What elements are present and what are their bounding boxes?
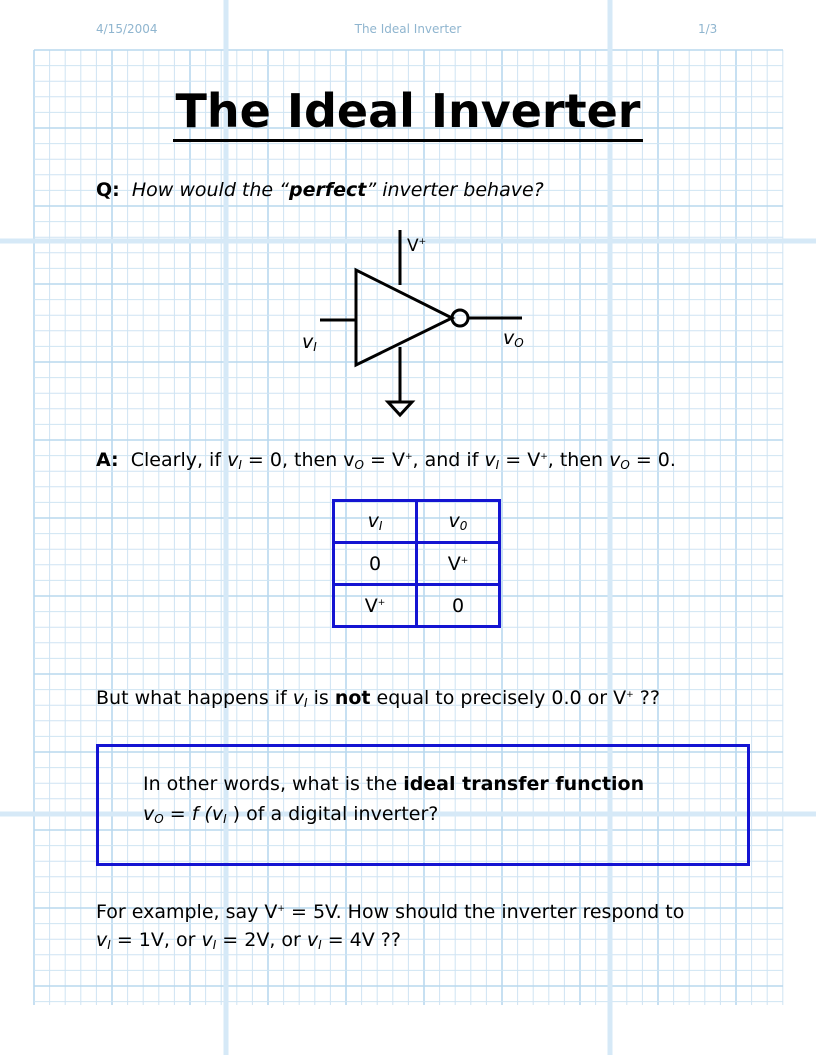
ground-symbol <box>388 402 412 415</box>
truth-table-header-vi: $v_I$ <box>334 501 417 543</box>
but-line: But what happens if $v_I$ is not equal to precisely 0.0 or V+ ?? <box>96 687 660 710</box>
box-line-2: $v_O = f$ ($v_I$ ) of a digital inverter? <box>143 803 439 826</box>
truth-table-cell: 0 <box>334 543 417 585</box>
header-date: 4/15/2004 <box>96 22 158 36</box>
question-label: Q: <box>96 179 120 201</box>
output-label: $v_O$ <box>503 327 524 350</box>
example-line-1: For example, say V+ = 5V. How should the inverter respond to <box>96 901 685 923</box>
truth-table-cell: V+ <box>417 543 500 585</box>
question-text-post: ” inverter behave? <box>366 179 544 201</box>
header-page-number: 1/3 <box>698 22 718 36</box>
question-line <box>96 178 544 202</box>
box-line-1: In other words, what is the ideal transfer function <box>143 773 645 795</box>
input-label: $v_I$ <box>302 331 317 354</box>
truth-table-cell: 0 <box>417 585 500 627</box>
supply-label: V+ <box>407 236 427 256</box>
inverter-triangle <box>356 270 452 365</box>
truth-table-header-vo: $v_0$ <box>417 501 500 543</box>
answer-label: A: <box>96 449 119 471</box>
header-title: The Ideal Inverter <box>354 22 462 36</box>
example-line-2: $v_I = 1V$, or $v_I = 2V$, or $v_I = 4V$ ?? <box>96 929 401 952</box>
question-emphasis: perfect <box>288 179 367 201</box>
page-title-wrap <box>0 84 816 142</box>
truth-table-header-row <box>334 501 500 543</box>
question-text-pre: How would the “ <box>131 179 289 201</box>
page-title: The Ideal Inverter <box>173 84 642 142</box>
answer-line: A: Clearly, if $v_I = 0$, then $v_O = V^+$, and if $v_I = V^+$, then $v_O = 0$. <box>96 449 676 472</box>
truth-table-cell: V+ <box>334 585 417 627</box>
truth-table-row <box>334 585 500 627</box>
truth-table <box>332 499 501 628</box>
truth-table-row <box>334 543 500 585</box>
